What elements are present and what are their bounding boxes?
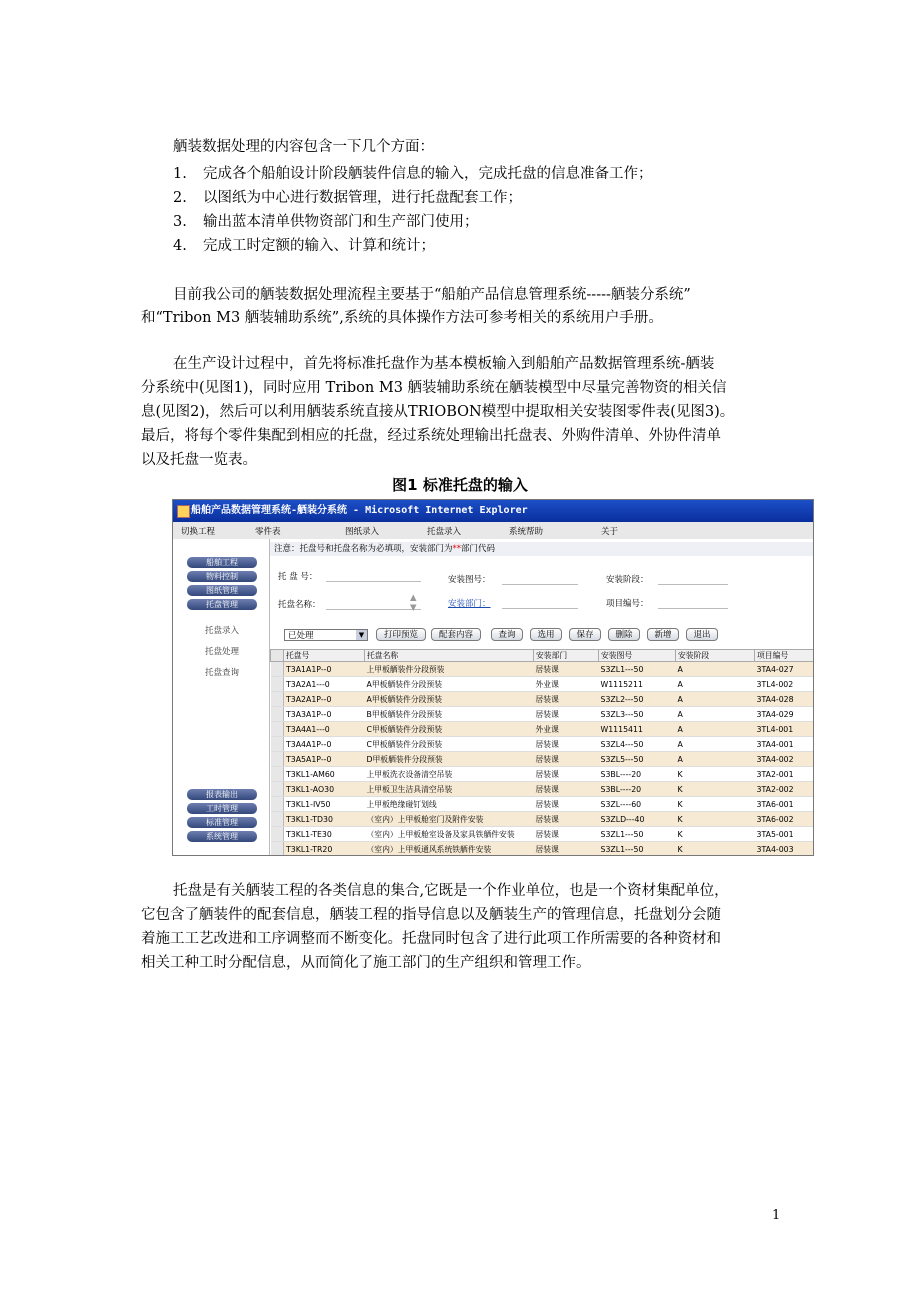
table-cell: 上甲板洗衣设备清空吊装 xyxy=(365,767,534,782)
table-cell: 居装课 xyxy=(534,692,599,707)
table-cell: 3TA4-028 xyxy=(755,692,815,707)
paragraph-line: 息(见图2)，然后可以利用舾装系统直接从TRIOBON模型中提取相关安装图零件表(见图3)。 xyxy=(141,404,735,420)
tray-name-label: 托盘名称： xyxy=(278,600,321,610)
table-cell: T3A3A1P--0 xyxy=(284,707,365,722)
delete-button[interactable]: 删除 xyxy=(608,628,640,641)
status-select-value: 已处理 xyxy=(288,631,314,641)
table-cell: 3TA2-001 xyxy=(755,767,815,782)
table-row[interactable] xyxy=(271,752,815,767)
row-selector[interactable] xyxy=(271,782,284,797)
install-dept-input[interactable] xyxy=(502,598,578,609)
print-preview-button[interactable]: 打印预览 xyxy=(376,628,426,641)
table-cell: A xyxy=(676,722,755,737)
table-cell: T3A5A1P--0 xyxy=(284,752,365,767)
table-row[interactable] xyxy=(271,782,815,797)
project-no-label: 项目编号： xyxy=(606,599,649,609)
screenshot-figure xyxy=(172,499,814,856)
paragraph-line: 着施工工艺改进和工序调整而不断变化。托盘同时包含了进行此项工作所需要的各种资材和 xyxy=(141,931,721,947)
table-cell: A xyxy=(676,752,755,767)
column-header[interactable]: 项目编号 xyxy=(755,650,815,662)
row-selector[interactable] xyxy=(271,827,284,842)
table-cell: 上甲板卫生洁具清空吊装 xyxy=(365,782,534,797)
chevron-down-icon[interactable]: ▼ xyxy=(356,630,367,640)
status-select[interactable] xyxy=(284,629,368,641)
table-cell: C甲板舾装件分段预装 xyxy=(365,722,534,737)
row-selector[interactable] xyxy=(271,722,284,737)
table-cell: D甲板舾装件分段预装 xyxy=(365,752,534,767)
menu-item[interactable]: 零件表 xyxy=(255,527,281,537)
sidebar-link[interactable]: 托盘处理 xyxy=(205,647,240,657)
install-drawing-label: 安装图号： xyxy=(448,575,491,585)
table-cell: 居装课 xyxy=(534,752,599,767)
row-selector[interactable] xyxy=(271,812,284,827)
list-text: 完成各个船舶设计阶段舾装件信息的输入，完成托盘的信息准备工作； xyxy=(203,166,653,182)
table-cell: A甲板舾装件分段预装 xyxy=(365,677,534,692)
table-row[interactable] xyxy=(271,812,815,827)
window-titlebar xyxy=(173,500,813,522)
table-cell: K xyxy=(676,842,755,857)
table-cell: 居装课 xyxy=(534,782,599,797)
figure-caption: 图1 标准托盘的输入 xyxy=(392,476,528,494)
notice-suffix: 部门代码 xyxy=(461,544,496,554)
table-row[interactable] xyxy=(271,722,815,737)
exit-button[interactable]: 退出 xyxy=(686,628,718,641)
table-cell: S3ZL----60 xyxy=(599,797,676,812)
main-panel xyxy=(270,539,813,855)
table-cell: 3TL4-002 xyxy=(755,677,815,692)
list-item xyxy=(173,234,435,255)
table-cell: S3ZLD---40 xyxy=(599,812,676,827)
table-cell: T3KL1-TD30 xyxy=(284,812,365,827)
table-cell: A甲板舾装件分段预装 xyxy=(365,692,534,707)
table-cell: 居装课 xyxy=(534,827,599,842)
paragraph-line: 最后，将每个零件集配到相应的托盘，经过系统处理输出托盘表、外购件清单、外协件清单 xyxy=(141,428,721,444)
window-title: 船舶产品数据管理系统-舾装分系统 - Microsoft Internet Explorer xyxy=(191,505,528,516)
table-row[interactable] xyxy=(271,827,815,842)
table-cell: T3KL1-TR20 xyxy=(284,842,365,857)
table-cell: 居装课 xyxy=(534,797,599,812)
menu-item[interactable]: 关于 xyxy=(601,527,619,537)
table-cell: S3ZL1---50 xyxy=(599,662,676,677)
table-cell: K xyxy=(676,767,755,782)
table-cell: S3ZL3---50 xyxy=(599,707,676,722)
table-cell: A xyxy=(676,737,755,752)
sidebar xyxy=(173,539,270,856)
selector-header xyxy=(271,650,284,662)
sidebar-button[interactable]: 物料控制 xyxy=(187,571,257,582)
table-cell: A xyxy=(676,707,755,722)
list-number: 3. xyxy=(173,214,187,230)
sidebar-button[interactable]: 报表输出 xyxy=(187,789,257,800)
table-cell: （室内）上甲板通风系统铁舾件安装 xyxy=(365,842,534,857)
sidebar-button[interactable]: 托盘管理 xyxy=(187,599,257,610)
table-cell: T3KL1-TE30 xyxy=(284,827,365,842)
table-row[interactable] xyxy=(271,767,815,782)
install-stage-label: 安装阶段： xyxy=(606,575,649,585)
table-cell: 外业课 xyxy=(534,677,599,692)
table-cell: 3TA4-002 xyxy=(755,752,815,767)
table-cell: 3TA6-002 xyxy=(755,812,815,827)
row-selector[interactable] xyxy=(271,767,284,782)
sidebar-link[interactable]: 托盘查询 xyxy=(205,668,240,678)
list-number: 1. xyxy=(173,166,187,182)
column-header[interactable]: 托盘号 xyxy=(284,650,365,662)
list-number: 2. xyxy=(173,190,187,206)
table-cell: （室内）上甲板舱室设备及家具铁舾件安装 xyxy=(365,827,534,842)
table-cell: T3A2A1P--0 xyxy=(284,692,365,707)
table-cell: A xyxy=(676,677,755,692)
table-row[interactable] xyxy=(271,692,815,707)
list-item xyxy=(173,162,653,183)
select-button[interactable]: 选用 xyxy=(530,628,562,641)
sidebar-button[interactable]: 工时管理 xyxy=(187,803,257,814)
table-cell: 居装课 xyxy=(534,767,599,782)
table-cell: 外业课 xyxy=(534,722,599,737)
table-cell: S3ZL1---50 xyxy=(599,827,676,842)
table-cell: T3KL1-IV50 xyxy=(284,797,365,812)
sidebar-button[interactable]: 船舶工程 xyxy=(187,557,257,568)
install-stage-input[interactable] xyxy=(658,574,728,585)
table-cell: 3TA6-001 xyxy=(755,797,815,812)
table-cell: T3A4A1P--0 xyxy=(284,737,365,752)
tray-no-input[interactable] xyxy=(326,571,421,582)
sidebar-button[interactable]: 图纸管理 xyxy=(187,585,257,596)
table-header-row xyxy=(271,650,815,662)
project-no-input[interactable] xyxy=(658,598,728,609)
table-cell: K xyxy=(676,812,755,827)
table-cell: A xyxy=(676,692,755,707)
install-drawing-input[interactable] xyxy=(502,574,578,585)
menu-item[interactable]: 系统帮助 xyxy=(509,527,544,537)
table-row[interactable] xyxy=(271,737,815,752)
table-cell: 上甲板绝缘碰钉划线 xyxy=(365,797,534,812)
row-selector[interactable] xyxy=(271,677,284,692)
table-row[interactable] xyxy=(271,677,815,692)
table-cell: （室内）上甲板舱室门及附件安装 xyxy=(365,812,534,827)
table-cell: 3TL4-001 xyxy=(755,722,815,737)
table-cell: 3TA4-029 xyxy=(755,707,815,722)
paragraph-line: 分系统中(见图1)，同时应用 Tribon M3 舾装辅助系统在舾装模型中尽量完善物资的相关信 xyxy=(141,380,727,396)
table-cell: S3BL----20 xyxy=(599,767,676,782)
table-cell: 居装课 xyxy=(534,737,599,752)
notice-mark: ** xyxy=(452,544,462,554)
intro-paragraph: 舾装数据处理的内容包含一下几个方面： xyxy=(173,139,434,155)
row-selector[interactable] xyxy=(271,707,284,722)
tray-name-input[interactable] xyxy=(326,599,421,610)
sidebar-link[interactable]: 托盘录入 xyxy=(205,626,240,636)
table-cell: T3KL1-AM60 xyxy=(284,767,365,782)
scroll-arrows-icon[interactable]: ▲ ▼ xyxy=(410,593,417,613)
page-number: 1 xyxy=(772,1208,781,1223)
paragraph-line: 目前我公司的舾装数据处理流程主要基于“船舶产品信息管理系统-----舾装分系统” xyxy=(173,287,691,303)
matching-content-button[interactable]: 配套内容 xyxy=(431,628,481,641)
table-cell: S3ZL4---50 xyxy=(599,737,676,752)
table-cell: A xyxy=(676,662,755,677)
table-cell: 上甲板舾装件分段预装 xyxy=(365,662,534,677)
tray-table xyxy=(270,649,814,856)
table-cell: S3ZL5---50 xyxy=(599,752,676,767)
table-cell: T3A2A1---0 xyxy=(284,677,365,692)
table-cell: 3TA4-001 xyxy=(755,737,815,752)
table-cell: 3TA2-002 xyxy=(755,782,815,797)
table-row[interactable] xyxy=(271,842,815,857)
table-cell: 居装课 xyxy=(534,707,599,722)
row-selector[interactable] xyxy=(271,842,284,857)
table-cell: 3TA4-027 xyxy=(755,662,815,677)
menu-bar xyxy=(173,522,813,540)
table-row[interactable] xyxy=(271,662,815,677)
paragraph-line: 以及托盘一览表。 xyxy=(141,452,257,468)
paragraph-line: 和“Tribon M3 舾装辅助系统”,系统的具体操作方法可参考相关的系统用户手册。 xyxy=(141,310,663,326)
sidebar-button[interactable]: 标准管理 xyxy=(187,817,257,828)
table-cell: 居装课 xyxy=(534,662,599,677)
column-header[interactable]: 安装图号 xyxy=(599,650,676,662)
add-button[interactable]: 新增 xyxy=(647,628,679,641)
table-cell: 3TA5-001 xyxy=(755,827,815,842)
table-cell: K xyxy=(676,782,755,797)
table-cell: T3A1A1P--0 xyxy=(284,662,365,677)
list-text: 完成工时定额的输入、计算和统计； xyxy=(203,238,435,254)
table-cell: W1115411 xyxy=(599,722,676,737)
menu-item[interactable]: 切换工程 xyxy=(181,527,216,537)
row-selector[interactable] xyxy=(271,737,284,752)
table-row[interactable] xyxy=(271,797,815,812)
save-button[interactable]: 保存 xyxy=(569,628,601,641)
menu-item[interactable]: 图纸录入 xyxy=(345,527,380,537)
paragraph-line: 它包含了舾装件的配套信息，舾装工程的指导信息以及舾装生产的管理信息，托盘划分会随 xyxy=(141,907,721,923)
list-item xyxy=(173,186,522,207)
app-icon xyxy=(177,505,190,518)
table-cell: S3BL----20 xyxy=(599,782,676,797)
table-cell: K xyxy=(676,797,755,812)
column-header[interactable]: 安装部门 xyxy=(534,650,599,662)
table-cell: 居装课 xyxy=(534,842,599,857)
row-selector[interactable] xyxy=(271,692,284,707)
notice-prefix: 注意：托盘号和托盘名称为必填项，安装部门为 xyxy=(274,544,453,554)
paragraph-line: 在生产设计过程中，首先将标准托盘作为基本模板输入到船舶产品数据管理系统-舾装 xyxy=(173,356,715,372)
row-selector[interactable] xyxy=(271,752,284,767)
table-cell: T3A4A1---0 xyxy=(284,722,365,737)
install-dept-link[interactable]: 安装部门： xyxy=(448,599,491,609)
table-cell: K xyxy=(676,827,755,842)
table-cell: T3KL1-AO30 xyxy=(284,782,365,797)
table-cell: S3ZL2---50 xyxy=(599,692,676,707)
row-selector[interactable] xyxy=(271,662,284,677)
table-row[interactable] xyxy=(271,707,815,722)
tray-no-label: 托 盘 号： xyxy=(278,572,318,582)
sidebar-button[interactable]: 系统管理 xyxy=(187,831,257,842)
list-item xyxy=(173,210,479,231)
list-number: 4. xyxy=(173,238,187,254)
notice-bar xyxy=(270,542,813,556)
column-header[interactable]: 托盘名称 xyxy=(365,650,534,662)
table-cell: W1115211 xyxy=(599,677,676,692)
query-button[interactable]: 查询 xyxy=(491,628,523,641)
column-header[interactable]: 安装阶段 xyxy=(676,650,755,662)
menu-item[interactable]: 托盘录入 xyxy=(427,527,462,537)
table-cell: C甲板舾装件分段预装 xyxy=(365,737,534,752)
table-cell: 居装课 xyxy=(534,812,599,827)
list-text: 以图纸为中心进行数据管理，进行托盘配套工作； xyxy=(203,190,522,206)
table-cell: B甲板舾装件分段预装 xyxy=(365,707,534,722)
table-cell: S3ZL1---50 xyxy=(599,842,676,857)
row-selector[interactable] xyxy=(271,797,284,812)
paragraph-line: 托盘是有关舾装工程的各类信息的集合,它既是一个作业单位，也是一个资材集配单位， xyxy=(173,883,729,899)
table-cell: 3TA4-003 xyxy=(755,842,815,857)
paragraph-line: 相关工种工时分配信息，从而简化了施工部门的生产组织和管理工作。 xyxy=(141,955,591,971)
list-text: 输出蓝本清单供物资部门和生产部门使用； xyxy=(203,214,479,230)
